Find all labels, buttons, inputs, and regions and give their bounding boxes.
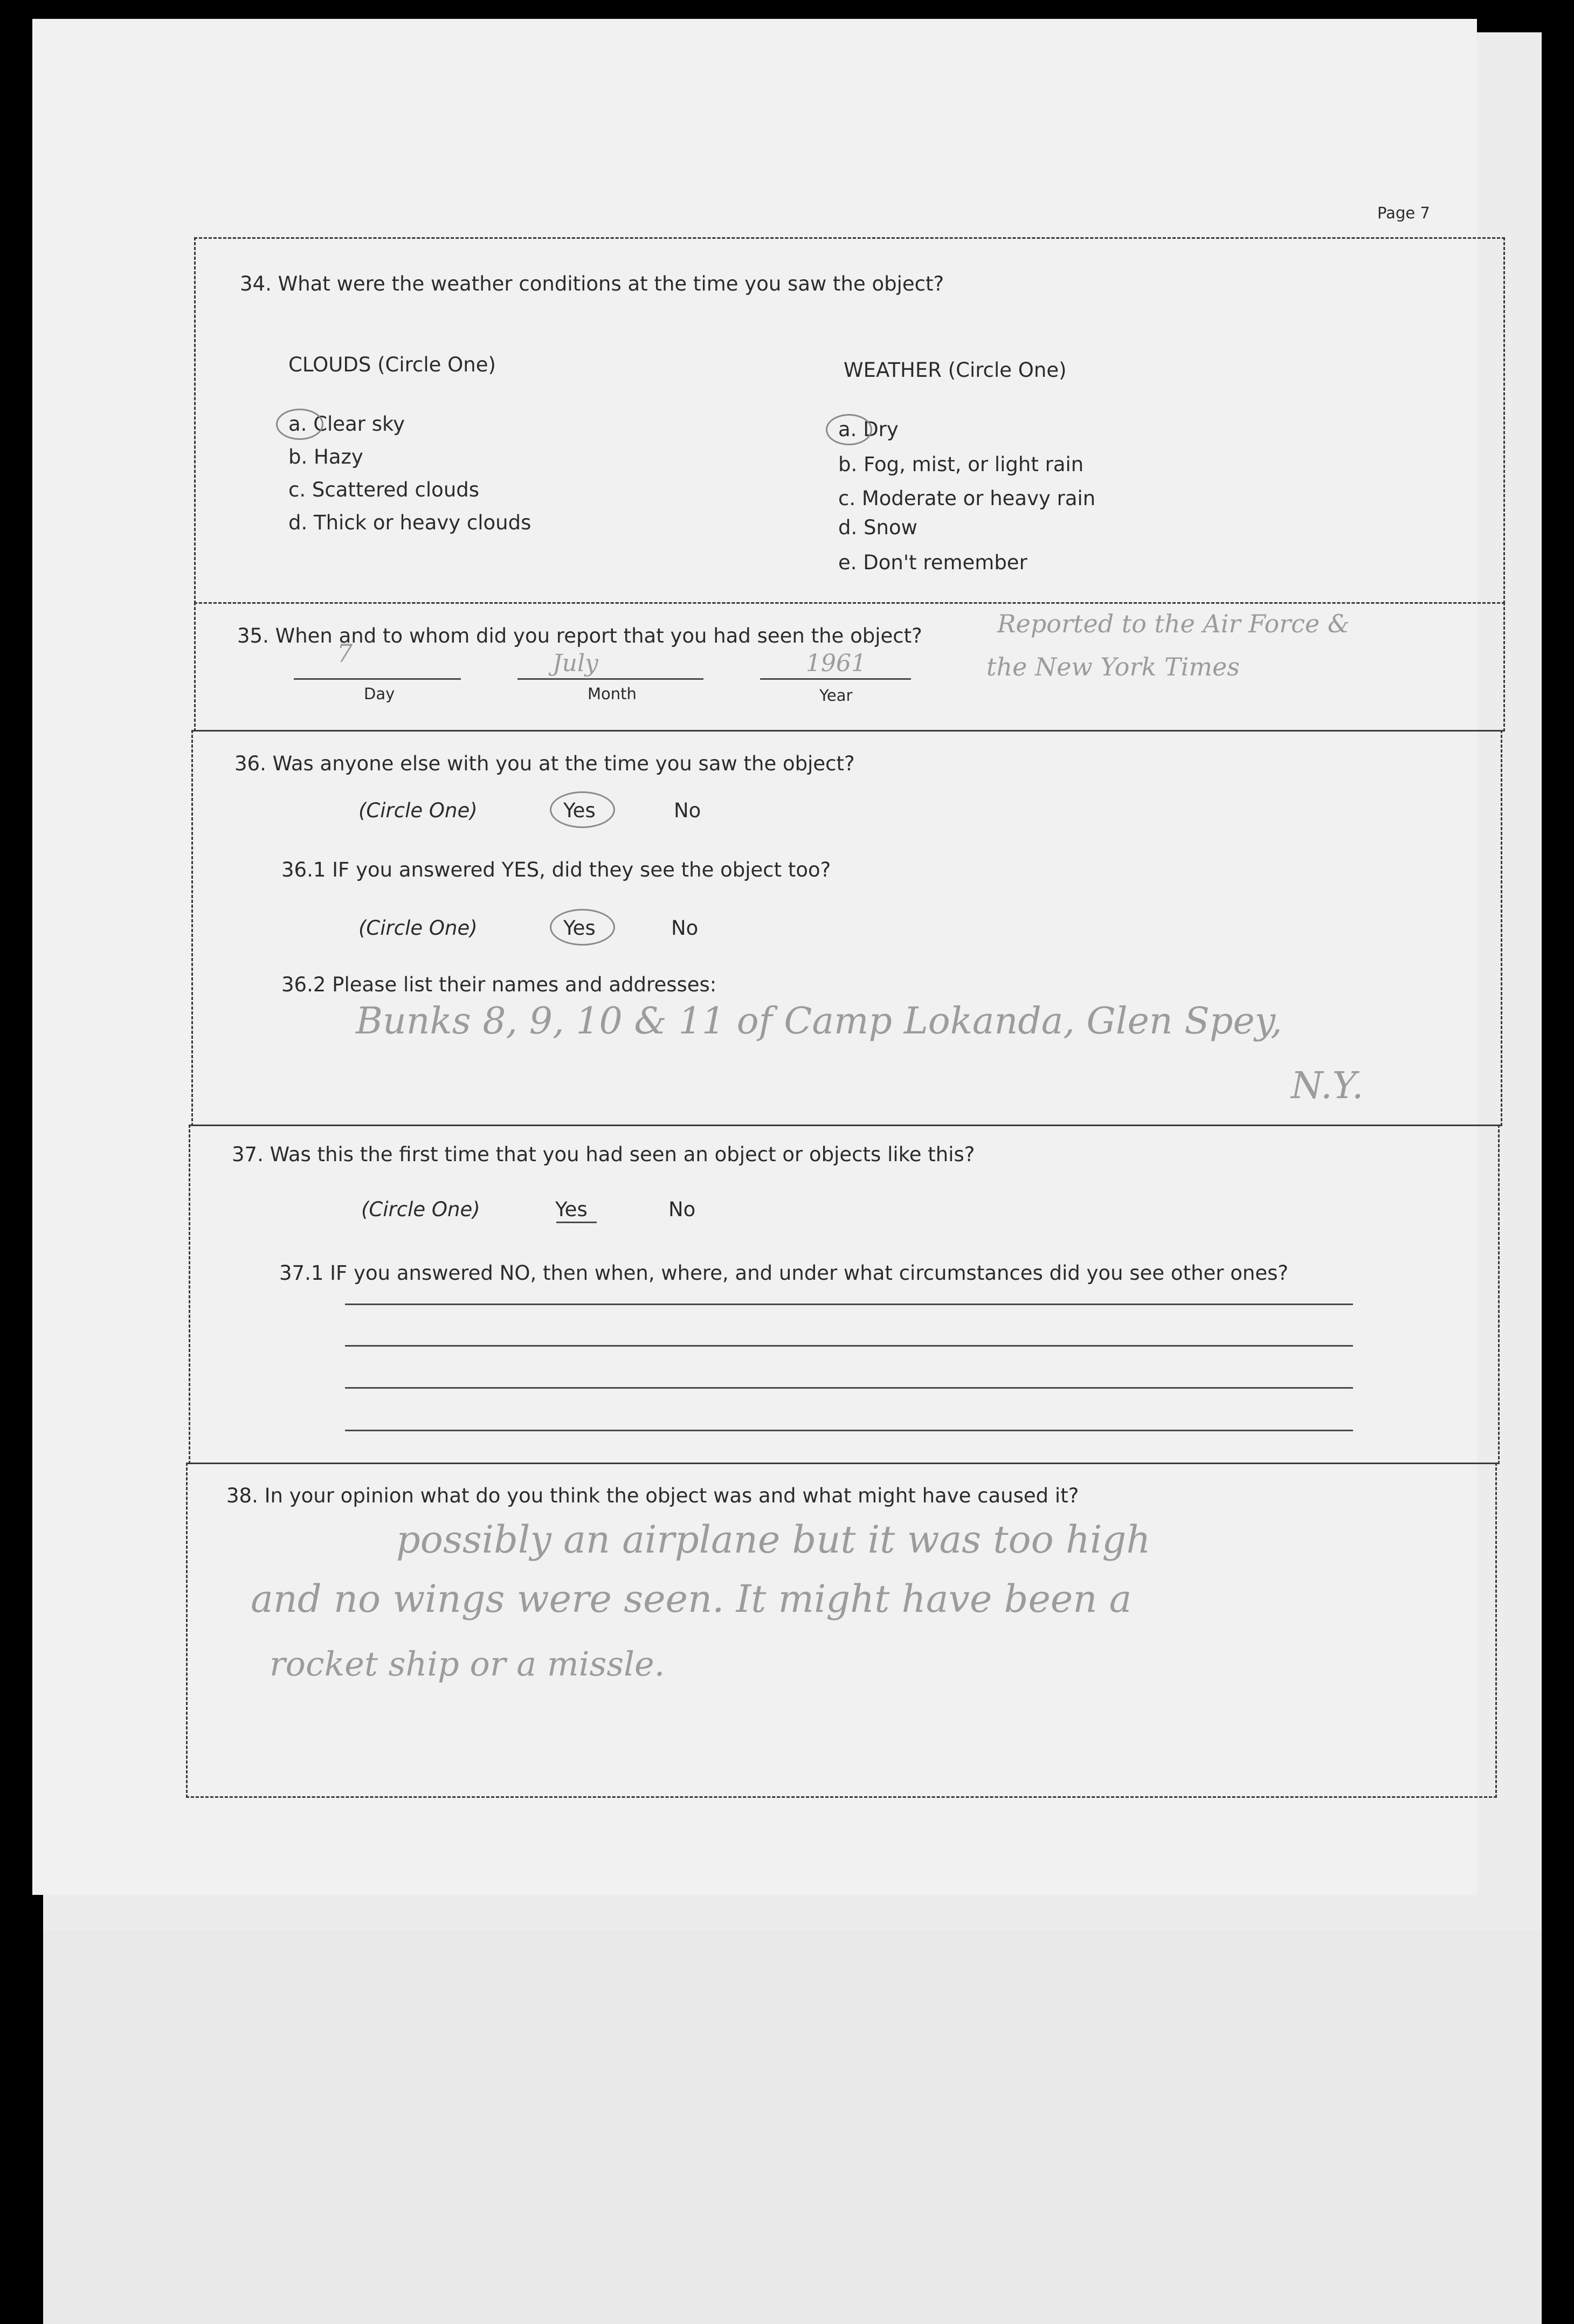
weather-option-c[interactable]: c. Moderate or heavy rain: [838, 487, 1096, 510]
page-number: Page 7: [1377, 204, 1430, 222]
question-34: 34. What were the weather conditions at the time you saw the object?: [240, 272, 944, 295]
day-label: Day: [364, 685, 395, 703]
clouds-option-b[interactable]: b. Hazy: [288, 445, 363, 468]
year-label: Year: [819, 686, 853, 705]
clouds-option-d[interactable]: d. Thick or heavy clouds: [288, 511, 531, 534]
q36-1-yes[interactable]: Yes: [563, 916, 596, 940]
weather-option-a[interactable]: a. Dry: [838, 418, 899, 441]
question-36-2: 36.2 Please list their names and addresses:: [281, 973, 717, 996]
weather-option-d[interactable]: d. Snow: [838, 516, 917, 539]
q37-circle-one: (Circle One): [361, 1198, 480, 1221]
q37-answer-line-2[interactable]: [345, 1345, 1353, 1347]
q36-no[interactable]: No: [674, 799, 701, 822]
opinion-answer-line1: possibly an airplane but it was too high: [396, 1518, 1151, 1562]
question-38: 38. In your opinion what do you think the object was and what might have caused it?: [226, 1484, 1079, 1507]
q36-yes-circle: [550, 791, 615, 828]
q37-no[interactable]: No: [668, 1198, 696, 1221]
clouds-selected-circle: [276, 409, 323, 440]
q37-answer-line-1[interactable]: [345, 1304, 1353, 1305]
q36-yes[interactable]: Yes: [563, 799, 596, 822]
day-value: 7: [337, 639, 353, 668]
day-line: [294, 678, 461, 680]
q36-1-yes-circle: [550, 909, 615, 946]
year-value: 1961: [806, 650, 866, 677]
weather-option-b[interactable]: b. Fog, mist, or light rain: [838, 453, 1084, 476]
clouds-option-c[interactable]: c. Scattered clouds: [288, 478, 480, 501]
question-37-1: 37.1 IF you answered NO, then when, where, and under what circumstances did you see other ones?: [279, 1261, 1289, 1285]
q37-answer-line-3[interactable]: [345, 1387, 1353, 1389]
scan-margin: [43, 1930, 1542, 2324]
q37-yes[interactable]: Yes: [555, 1198, 588, 1221]
opinion-answer-line3: rocket ship or a missle.: [270, 1644, 665, 1684]
weather-selected-circle: [826, 414, 872, 445]
companion-names-line1: Bunks 8, 9, 10 & 11 of Camp Lokanda, Glen Spey,: [356, 1000, 1282, 1043]
month-line: [517, 678, 703, 680]
opinion-answer-line2: and no wings were seen. It might have been a: [251, 1577, 1132, 1621]
month-label: Month: [588, 685, 637, 703]
q36-circle-one: (Circle One): [358, 799, 478, 822]
clouds-title: CLOUDS (Circle One): [288, 353, 496, 376]
question-37: 37. Was this the first time that you had seen an object or objects like this?: [232, 1143, 975, 1166]
clouds-option-a[interactable]: a. Clear sky: [288, 412, 405, 436]
year-line: [760, 678, 911, 680]
section-38: [186, 1463, 1497, 1798]
weather-title: WEATHER (Circle One): [844, 358, 1067, 382]
report-recipient-line1: Reported to the Air Force &: [997, 609, 1350, 638]
q36-1-no[interactable]: No: [671, 916, 699, 940]
question-35: 35. When and to whom did you report that you had seen the object?: [237, 624, 922, 647]
month-value: July: [553, 650, 598, 677]
q36-1-circle-one: (Circle One): [358, 916, 478, 940]
companion-names-line2: N.Y.: [1291, 1065, 1364, 1107]
q37-answer-line-4[interactable]: [345, 1430, 1353, 1431]
section-37: [189, 1125, 1500, 1464]
report-recipient-line2: the New York Times: [986, 652, 1240, 681]
question-36: 36. Was anyone else with you at the time you saw the object?: [234, 752, 855, 775]
q37-yes-mark: [556, 1222, 597, 1223]
question-36-1: 36.1 IF you answered YES, did they see the object too?: [281, 858, 831, 881]
weather-option-e[interactable]: e. Don't remember: [838, 551, 1027, 574]
